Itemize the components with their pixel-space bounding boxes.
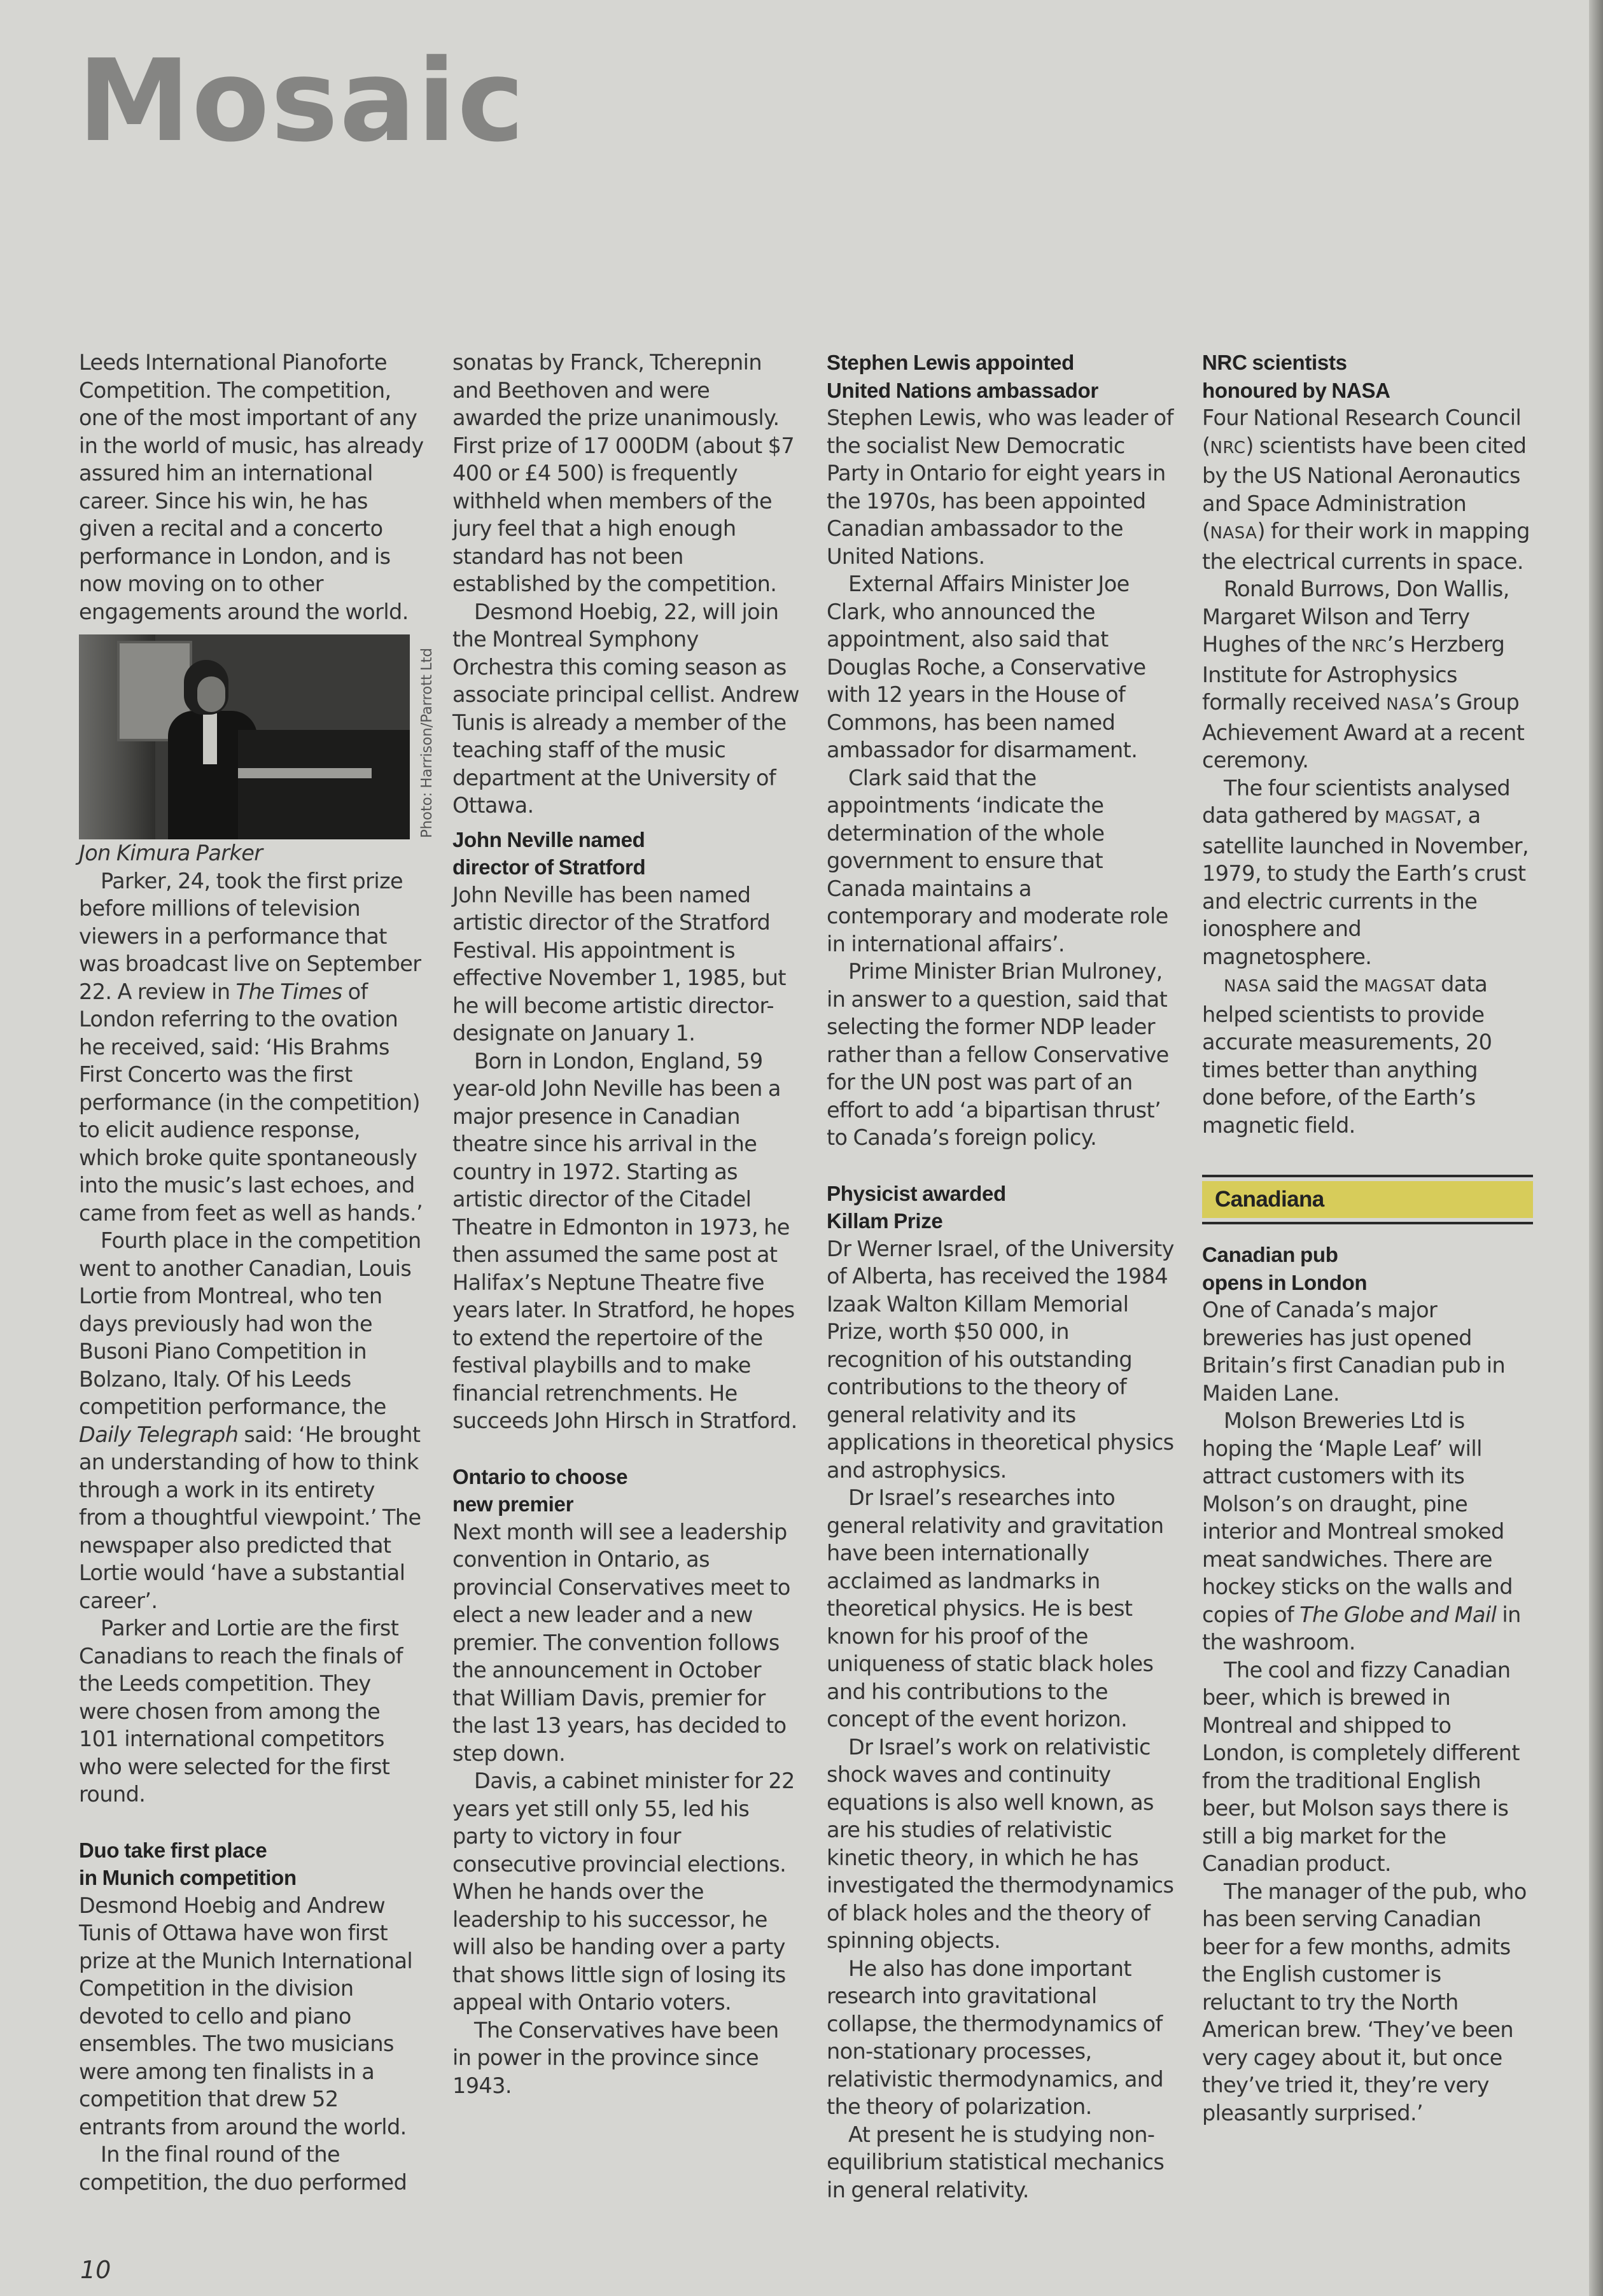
- article-text: Fourth place in the competition went to another Canadian, Louis Lortie from Montreal, who ten days previously had won the Busoni Piano Competition in Bolzano, Italy. Of his Leeds competition performance, the Daily Telegraph said: ‘He brought an understanding of how to think through a work in its entirety from a thoughtful viewpoint.’ The newspaper also predicted that Lortie would ‘have a substantial career’.: [79, 1228, 421, 1613]
- page-edge-shadow: [1589, 0, 1603, 2296]
- column-2: [452, 349, 801, 2099]
- article-text: Leeds International Pianoforte Competition. The competition, one of the most important of any in the world of music, has already assured him an international career. Since his win, he has given a recital and a concerto performance in London, and is now moving on to other engagements around the world.: [79, 350, 424, 624]
- article-text: At present he is studying non-equilibrium statistical mechanics in general relativity.: [827, 2122, 1165, 2202]
- page-number: 10: [80, 2256, 111, 2284]
- article-text: NASA said the MAGSAT data helped scientists to provide accurate measurements, 20 times better than anything done before, of the Earth’s magnetic field.: [1202, 972, 1492, 1138]
- article-text: Ronald Burrows, Don Wallis, Margaret Wilson and Terry Hughes of the NRC’s Herzberg Institute for Astrophysics formally received NASA’s Group Achievement Award at a recent ceremony.: [1202, 577, 1525, 773]
- canadiana-label: Canadiana: [1202, 1181, 1533, 1218]
- pianist-photo: [79, 634, 410, 839]
- article-text: Clark said that the appointments ‘indicate the determination of the whole government to ensure that Canada maintains a contemporary and moderate role in international affairs’.: [827, 765, 1168, 956]
- article-text: Dr Werner Israel, of the University of Alberta, has received the 1984 Izaak Walton Killam Memorial Prize, worth $50 000, in recognition of his outstanding contributions to the theory of general relativity and its applications in theoretical physics and astrophysics.: [827, 1236, 1174, 1483]
- article-text: Next month will see a leadership convention in Ontario, as provincial Conservatives meet to elect a new leader and a new premier. The convention follows the announcement in October that William Davis, premier for the last 13 years, has decided to step down.: [452, 1519, 790, 1766]
- article-text: Dr Israel’s work on relativistic shock waves and continuity equations is also well known, as are his studies of relativistic kinetic theory, in which he has investigated the thermodynamics of black holes and the theory of spinning objects.: [827, 1734, 1174, 1953]
- section-title: Mosaic: [78, 35, 526, 167]
- article-text: The four scientists analysed data gathered by MAGSAT, a satellite launched in November, 1979, to study the Earth’s crust and electric currents in the ionosphere and magnetosphere.: [1202, 775, 1529, 969]
- article-text: He also has done important research into gravitational collapse, the thermodynamics of non-stationary processes, relativistic thermodynamics, and the theory of polarization.: [827, 1956, 1164, 2119]
- article-text: Davis, a cabinet minister for 22 years yet still only 55, led his party to victory in four consecutive provincial elections. When he hands over the leadership to his successor, he will also be handing over a party that shows little sign of losing its appeal with Ontario voters.: [452, 1768, 795, 2015]
- column-1: [79, 349, 435, 2196]
- article-text: The manager of the pub, who has been serving Canadian beer for a few months, admits the English customer is reluctant to try the North American brew. ‘They’ve been very cagey about it, but once they’ve tried it, they’re very pleasantly surprised.’: [1202, 1879, 1527, 2125]
- article-text: The Conservatives have been in power in the province since 1943.: [452, 2017, 779, 2098]
- article-text: John Neville has been named artistic director of the Stratford Festival. His appointment is effective November 1, 1985, but he will become artistic director-designate on January 1.: [452, 882, 786, 1046]
- article-headline: Duo take first place in Munich competition: [79, 1838, 297, 1889]
- article-headline: Ontario to choose new premier: [452, 1464, 628, 1516]
- article-text: In the final round of the competition, the duo performed: [79, 2142, 407, 2195]
- article-text: External Affairs Minister Joe Clark, who announced the appointment, also said that Douglas Roche, a Conservative with 12 years in the House of Commons, has been named ambassador for disarmament.: [827, 571, 1146, 762]
- article-text: Stephen Lewis, who was leader of the socialist New Democratic Party in Ontario for eight years in the 1970s, has been appointed Canadian ambassador to the United Nations.: [827, 405, 1173, 569]
- article-text: Molson Breweries Ltd is hoping the ‘Maple Leaf’ will attract customers with its Molson’s on draught, pine interior and Montreal smoked meat sandwiches. There are hockey sticks on the walls and copies of The Globe and Mail in the washroom.: [1202, 1408, 1521, 1655]
- article-text: Born in London, England, 59 year-old John Neville has been a major presence in Canadian theatre since his arrival in the country in 1972. Starting as artistic director of the Citadel Theatre in Edmonton in 1973, he then assumed the same post at Halifax’s Neptune Theatre five years later. In Stratford, he hopes to extend the repertoire of the festival playbills and to make financial retrenchments. He succeeds John Hirsch in Stratford.: [452, 1048, 797, 1433]
- article-text: One of Canada’s major breweries has just opened Britain’s first Canadian pub in Maiden Lane.: [1202, 1298, 1506, 1406]
- article-text: Four National Research Council (NRC) scientists have been cited by the US National Aeronautics and Space Administration (NASA) for their work in mapping the electrical currents in space.: [1202, 405, 1530, 574]
- article-text: The cool and fizzy Canadian beer, which is brewed in Montreal and shipped to London, is completely different from the traditional English beer, but Molson says there is still a big market for the Canadian product.: [1202, 1657, 1520, 1876]
- article-headline: NRC scientists honoured by NASA: [1202, 351, 1390, 402]
- column-4: [1202, 349, 1533, 2127]
- article-text: Desmond Hoebig, 22, will join the Montreal Symphony Orchestra this coming season as associate principal cellist. Andrew Tunis is already a member of the teaching staff of the music department at the University of Ottawa.: [452, 599, 799, 818]
- article-headline: Stephen Lewis appointed United Nations ambassador: [827, 351, 1098, 402]
- article-text: Parker, 24, took the first prize before millions of television viewers in a performance that was broadcast live on September 22. A review in The Times of London referring to the ovation he received, said: ‘His Brahms First Concerto was the first performance (in the competition) to elicit audience response, which broke quite spontaneously into the music’s last echoes, and came from feet as well as hands.’: [79, 868, 423, 1226]
- article-text: Parker and Lortie are the first Canadians to reach the finals of the Leeds competition. They were chosen from among the 101 international competitors who were selected for the first round.: [79, 1616, 403, 1807]
- article-text: Prime Minister Brian Mulroney, in answer to a question, said that selecting the former NDP leader rather than a fellow Conservative for the UN post was part of an effort to add ‘a bipartisan thrust’ to Canada’s foreign policy.: [827, 959, 1169, 1150]
- canadiana-section-banner: [1202, 1175, 1533, 1224]
- photo-credit: Photo: Harrison/Parrott Ltd: [419, 648, 435, 838]
- article-text: sonatas by Franck, Tcherepnin and Beethoven and were awarded the prize unanimously. First prize of 17 000DM (about $7 400 or £4 500) is frequently withheld when members of the jury feel that a high enough standard has not been established by the competition.: [452, 350, 795, 596]
- article-text: Dr Israel’s researches into general relativity and gravitation have been internationally acclaimed as landmarks in theoretical physics. He is best known for his proof of the uniqueness of static black holes and his contributions to the concept of the event horizon.: [827, 1485, 1164, 1732]
- photo-figure: [79, 634, 435, 839]
- article-headline: John Neville named director of Stratford: [452, 827, 646, 879]
- article-text: Desmond Hoebig and Andrew Tunis of Ottawa have won first prize at the Munich International Competition in the division devoted to cello and piano ensembles. The two musicians were among ten finalists in a competition that drew 52 entrants from around the world.: [79, 1893, 413, 2139]
- article-headline: Physicist awarded Killam Prize: [827, 1181, 1006, 1233]
- column-3: [827, 349, 1180, 2204]
- photo-caption: Jon Kimura Parker: [79, 841, 263, 865]
- article-headline: Canadian pub opens in London: [1202, 1243, 1368, 1294]
